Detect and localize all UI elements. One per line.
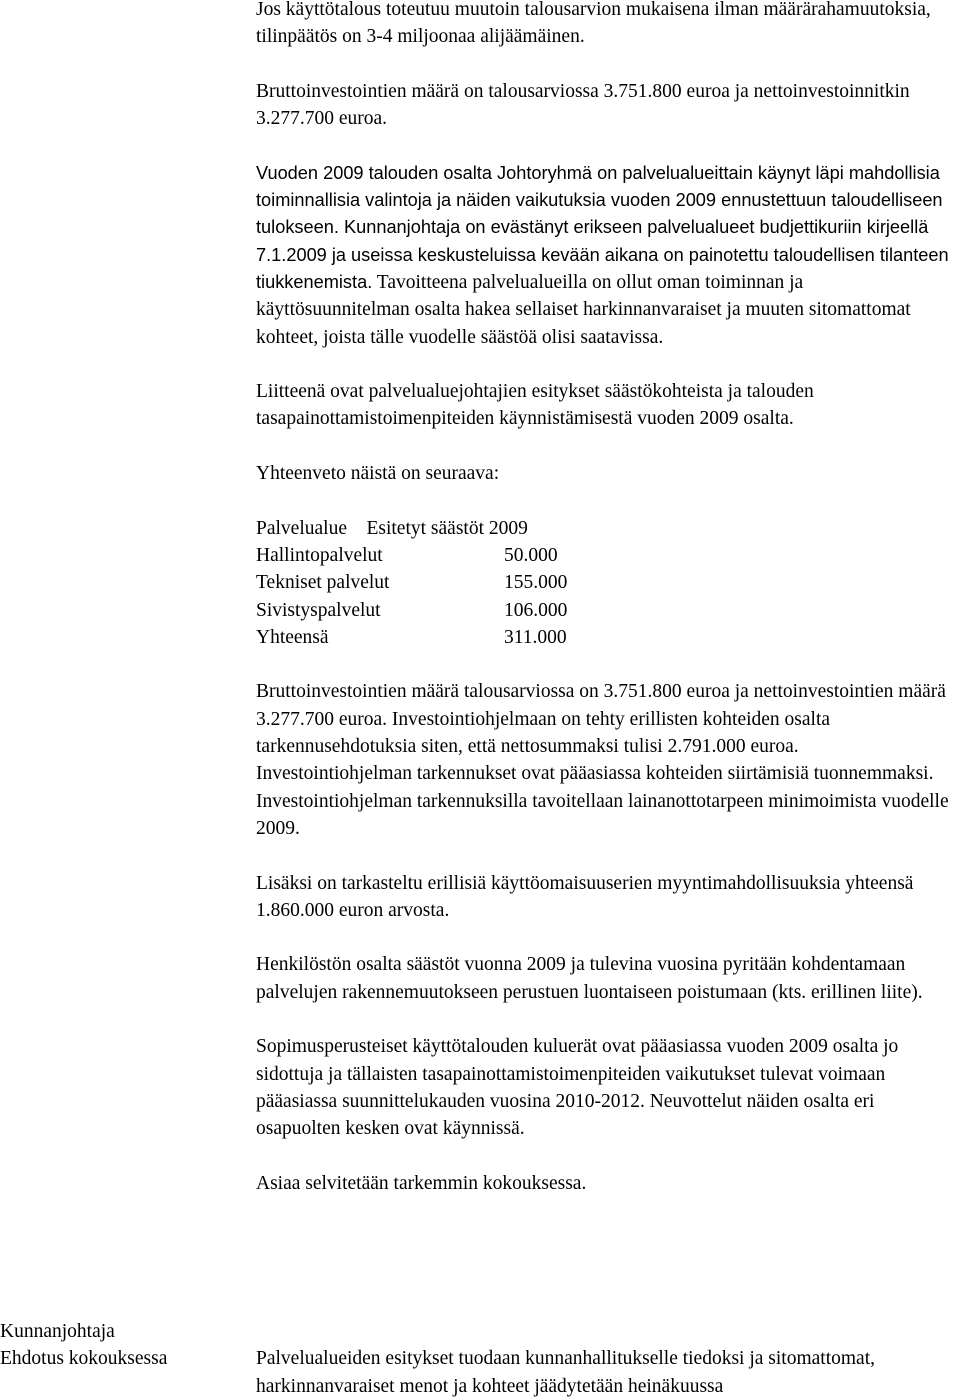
- savings-header-amount: Esitetyt säästöt 2009: [366, 517, 528, 539]
- savings-amount-cell: 311.000: [504, 626, 567, 648]
- paragraph-closing: Asiaa selvitetään tarkemmin kokouksessa.: [256, 1172, 587, 1194]
- paragraph-management-review-b: Tavoitteena palvelualueilla on ollut oman toiminnan ja käyttösuunnitelman osalta hakea sellaiset harkinnanvaraiset ja muuten sitomattomat kohteet, joista tälle vuodelle säästöä olisi saatavissa.: [256, 271, 911, 348]
- table-row: [256, 569, 567, 596]
- paragraph-deficit-forecast: Jos käyttötalous toteutuu muutoin talousarvion mukaisena ilman määrärahamuutoksia, tilinpäätös on 3-4 miljoonaa alijäämäinen.: [256, 0, 931, 48]
- paragraph-asset-sales: Lisäksi on tarkasteltu erillisiä käyttöomaisuuserien myyntimahdollisuuksia yhteensä 1.860.000 euron arvosta.: [256, 872, 914, 921]
- savings-amount-cell: 106.000: [504, 599, 568, 621]
- savings-area-cell: Hallintopalvelut: [256, 544, 383, 566]
- savings-header-area: Palvelualue: [256, 517, 347, 539]
- paragraph-attachments: Liitteenä ovat palvelualuejohtajien esitykset säästökohteista ja talouden tasapainottamistoimenpiteiden käynnistämisestä vuoden 2009 osalta.: [256, 381, 814, 430]
- table-row: [256, 542, 567, 569]
- proposal-label: [0, 1318, 240, 1373]
- paragraph-investments-budget: Bruttoinvestointien määrä on talousarviossa 3.751.800 euroa ja nettoinvestoinnitkin 3.277.700 euroa.: [256, 80, 910, 130]
- paragraph-personnel: Henkilöstön osalta säästöt vuonna 2009 ja tulevina vuosina pyritään kohdentamaan palvelujen rakennemuutokseen perustuen luontaiseen poistumaan (kts. erillinen liite).: [256, 954, 923, 1003]
- savings-table-header-cell: [256, 515, 567, 542]
- savings-area-cell: Sivistyspalvelut: [256, 599, 381, 621]
- savings-area-cell: Tekniset palvelut: [256, 572, 390, 594]
- savings-amount-cell: 155.000: [504, 572, 568, 594]
- savings-table: [256, 515, 567, 651]
- paragraph-investment-program: Bruttoinvestointien määrä talousarviossa on 3.751.800 euroa ja nettoinvestointien määrä 3.277.700 euroa. Investointiohjelmaan on tehty erillisten kohteiden osalta tarkennusehdotuksia siten, että nettosummaksi tulisi 2.791.000 euroa. Investointiohjelman tarkennukset ovat pääasiassa kohteiden siirtämisiä tuonnemmaksi. Investointiohjelman tarkennuksilla tavoitellaan lainanottotarpeen minimoimista vuodelle 2009.: [256, 681, 949, 839]
- savings-area-cell: Yhteensä: [256, 626, 329, 648]
- proposal-label-presenter: Kunnanjohtaja: [0, 1321, 115, 1342]
- main-text-column: [256, 0, 956, 1197]
- proposal-label-type: Ehdotus kokouksessa: [0, 1348, 168, 1370]
- paragraph-contract-costs: Sopimusperusteiset käyttötalouden kuluerät ovat pääasiassa vuoden 2009 osalta jo sidottuja ja tällaisten tasapainottamistoimenpiteiden vaikutukset tulevat voimaan pääasiassa suunnittelukauden vuosina 2010-2012. Neuvottelut näiden osalta eri osapuolten kesken ovat käynnissä.: [256, 1036, 899, 1140]
- paragraph-management-review-a: Vuoden 2009 talouden osalta Johtoryhmä on palvelualueittain käynyt läpi mahdollisia toiminnallisia valintoja ja näiden vaikutuksia vuoden 2009 ennustettuun taloudelliseen tulokseen. Kunnanjohtaja on evästänyt erikseen palvelualueet budjettikuriin kirjeellä 7.1.2009 ja useissa keskusteluissa kevään aikana on painotettu taloudellisen tilanteen tiukkenemista.: [256, 162, 949, 292]
- table-row: [256, 624, 567, 651]
- table-row: [256, 597, 567, 624]
- savings-table-header: [256, 515, 567, 542]
- paragraph-summary-intro: Yhteenveto näistä on seuraava:: [256, 463, 500, 485]
- savings-amount-cell: 50.000: [504, 544, 558, 566]
- proposal-text: Palvelualueiden esitykset tuodaan kunnanhallitukselle tiedoksi ja sitomattomat, harkinnanvaraiset menot ja kohteet jäädytetään heinäkuussa: [256, 1348, 875, 1397]
- paragraph-management-review: [256, 160, 956, 351]
